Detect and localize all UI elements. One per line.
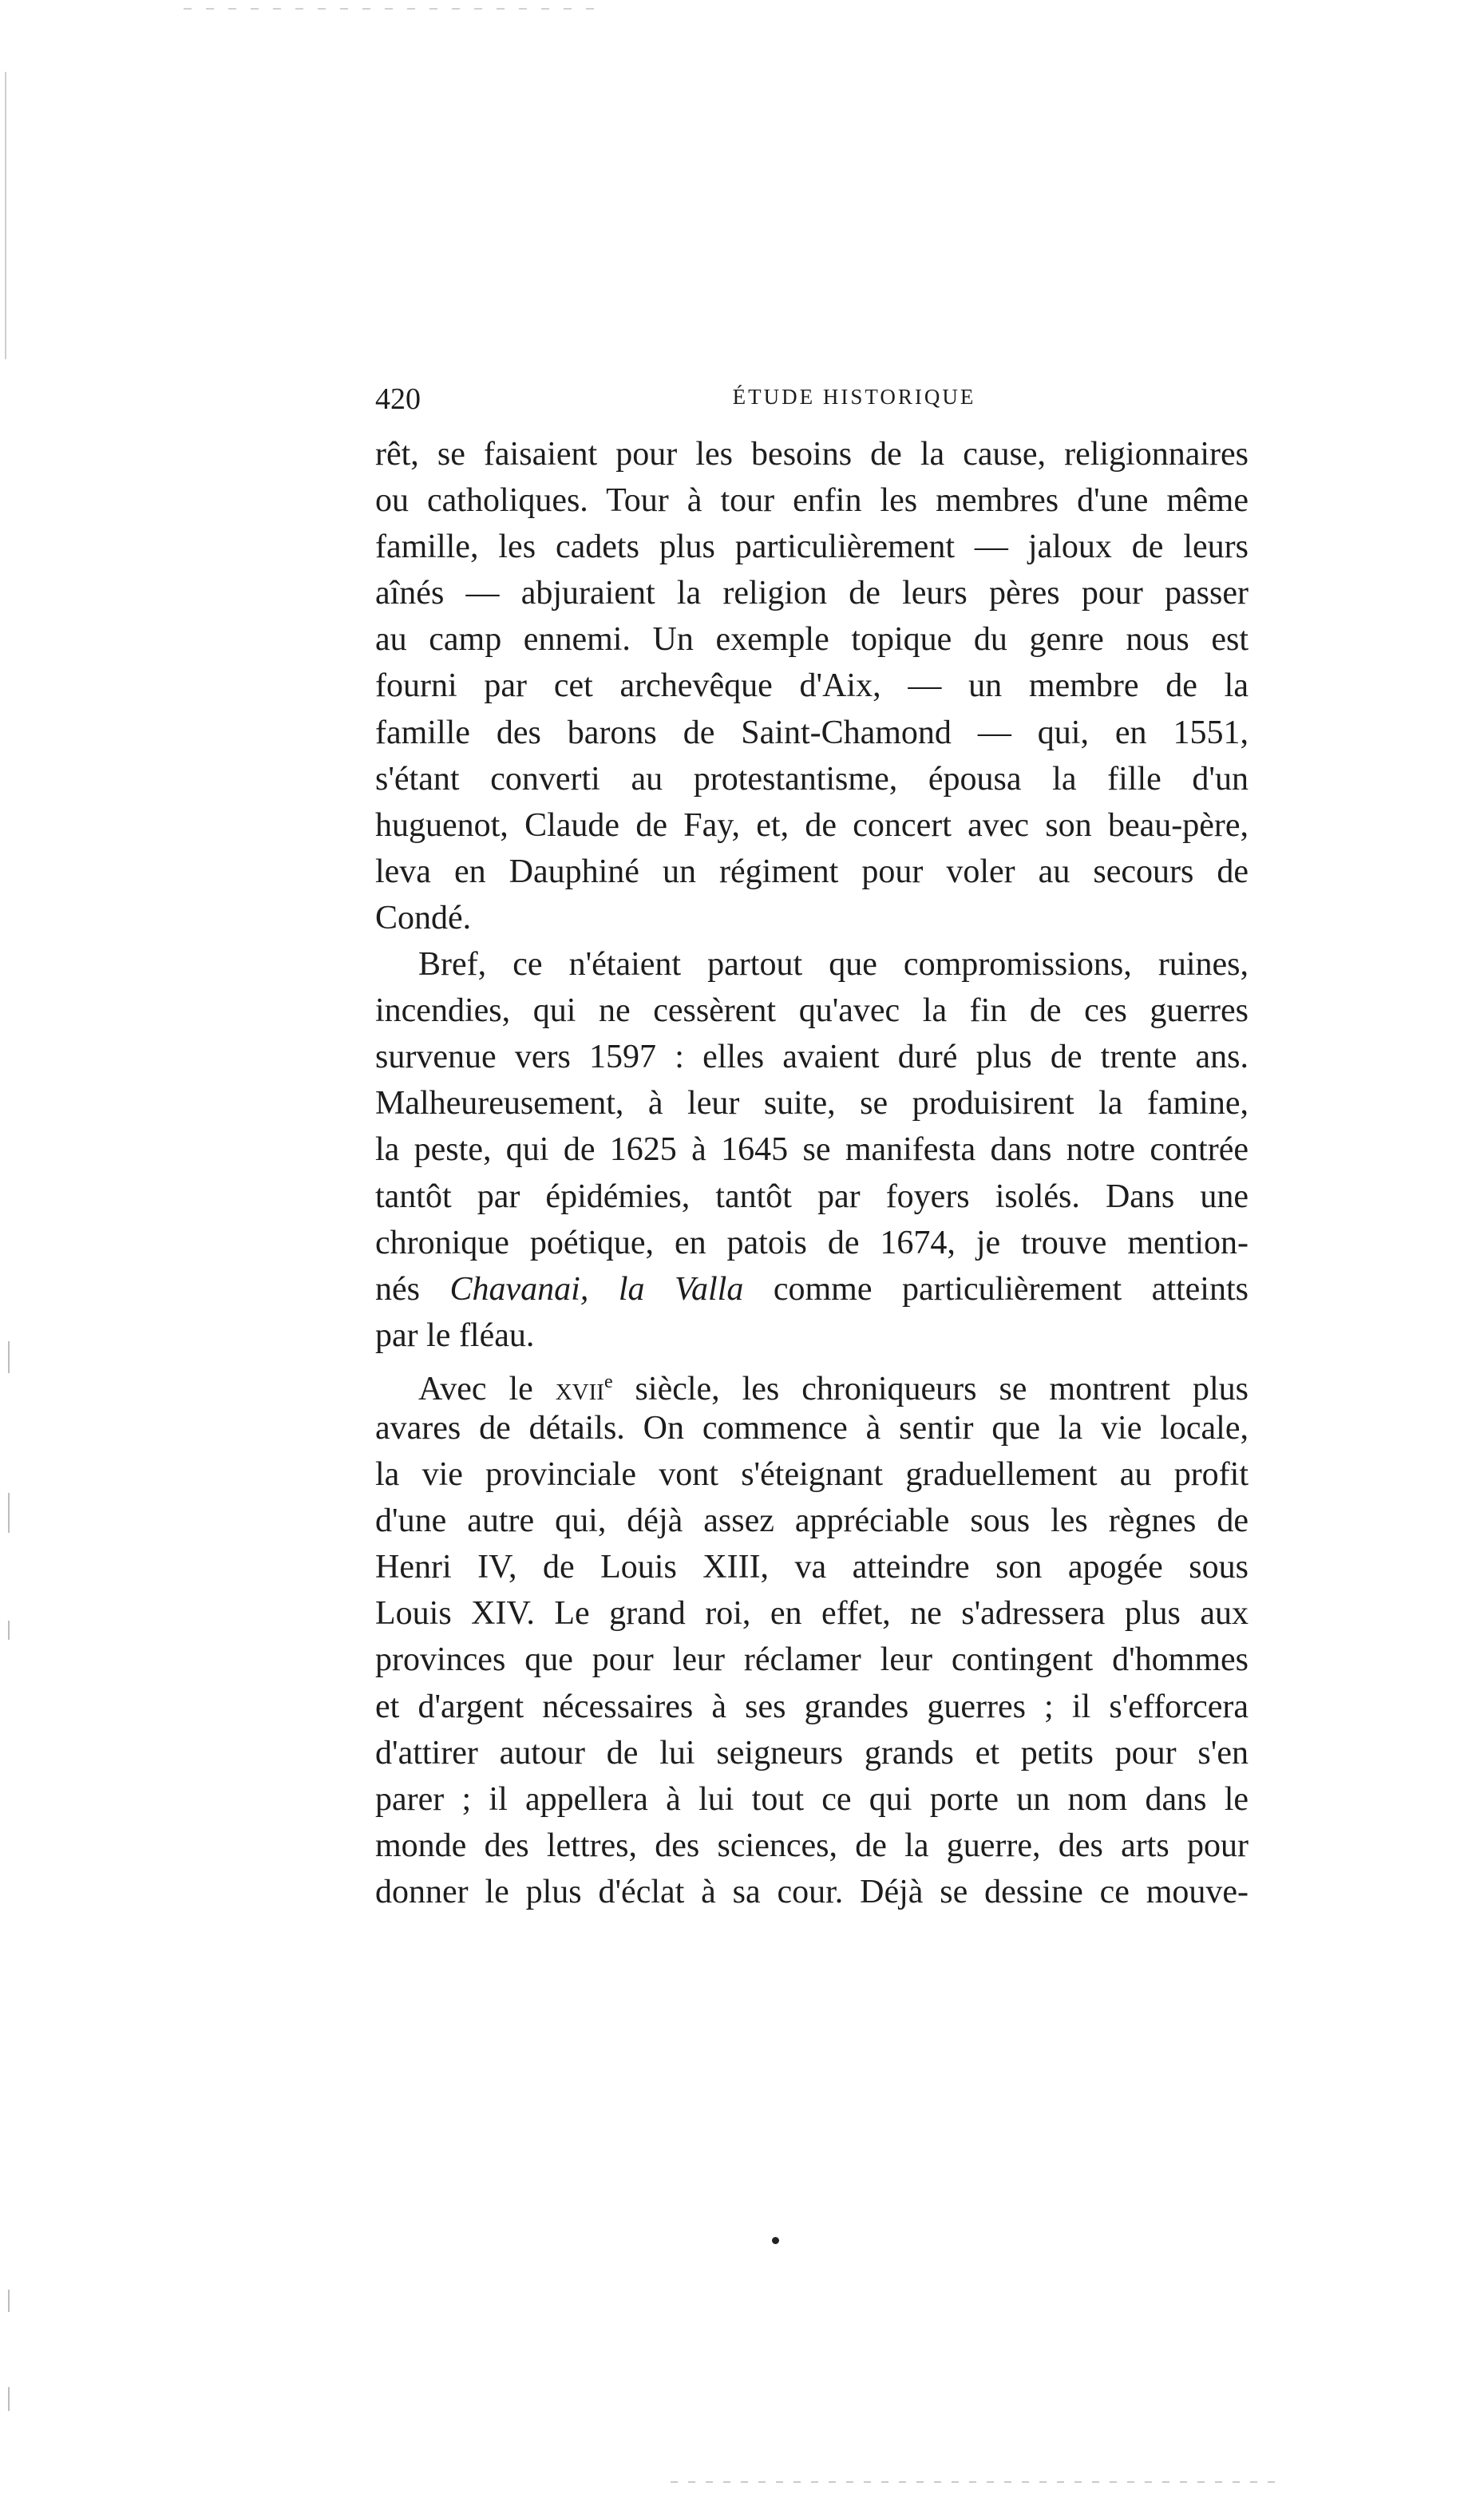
running-head (375, 382, 1249, 430)
text-line: Louis XIV. Le grand roi, en effet, ne s'adressera plus aux (375, 1595, 1249, 1633)
text-line: Bref, ce n'étaient partout que compromissions, ruines, (418, 946, 1249, 984)
text-line: Malheureusement, à leur suite, se produisirent la famine, (375, 1085, 1249, 1122)
text-line: rêt, se faisaient pour les besoins de la cause, religionnaires (375, 436, 1249, 473)
text-line: survenue vers 1597 : elles avaient duré plus de trente ans. (375, 1039, 1249, 1076)
text-line: incendies, qui ne cessèrent qu'avec la fin de ces guerres (375, 992, 1249, 1030)
text-line: s'étant converti au protestantisme, épousa la fille d'un (375, 760, 1249, 798)
text-line: tantôt par épidémies, tantôt par foyers isolés. Dans une (375, 1178, 1249, 1215)
text-run: siècle, les chroniqueurs se montrent plus (612, 1370, 1249, 1407)
text-line: ou catholiques. Tour à tour enfin les membres d'une même (375, 482, 1249, 520)
scan-artifact-mark (8, 2387, 10, 2411)
text-run: Avec le (418, 1370, 556, 1407)
text-line: par le fléau. (375, 1316, 535, 1354)
text-line: Condé. (375, 899, 472, 936)
scan-artifact-mark (8, 1621, 10, 1640)
text-line: fourni par cet archevêque d'Aix, — un membre de la (375, 667, 1249, 705)
text-line: d'une autre qui, déjà assez appréciable sous les règnes de (375, 1502, 1249, 1540)
running-title: ÉTUDE HISTORIQUE (732, 385, 976, 409)
text-line: donner le plus d'éclat à sa cour. Déjà se dessine ce mouve- (375, 1873, 1249, 1910)
text-run: nés (375, 1270, 450, 1308)
text-line: avares de détails. On commence à sentir que la vie locale, (375, 1409, 1249, 1447)
text-line: Henri IV, de Louis XIII, va atteindre son apogée sous (375, 1549, 1249, 1586)
text-line: leva en Dauphiné un régiment pour voler au secours de (375, 853, 1249, 890)
text-line: huguenot, Claude de Fay, et, de concert avec son beau-père, (375, 806, 1249, 844)
text-line: et d'argent nécessaires à ses grandes guerres ; il s'efforcera (375, 1688, 1249, 1725)
century-numeral: xvii (555, 1370, 604, 1407)
text-line: d'attirer autour de lui seigneurs grands et petits pour s'en (375, 1734, 1249, 1772)
footer-dot (772, 2237, 779, 2244)
page-number: 420 (375, 382, 421, 416)
text-line: monde des lettres, des sciences, de la guerre, des arts pour (375, 1827, 1249, 1864)
text-line: au camp ennemi. Un exemple topique du genre nous est (375, 621, 1249, 659)
text-line: famille, les cadets plus particulièrement — jaloux de leurs (375, 529, 1249, 566)
text-line: la vie provinciale vont s'éteignant graduellement au profit (375, 1456, 1249, 1494)
text-line: chronique poétique, en patois de 1674, je trouve mention- (375, 1224, 1249, 1261)
italic-place-names: Chavanai, la Valla (449, 1270, 744, 1308)
text-run: comme particulièrement atteints (743, 1270, 1249, 1308)
text-line: famille des barons de Saint-Chamond — qui, en 1551, (375, 714, 1249, 751)
text-line (375, 1266, 1249, 1312)
scan-artifact-mark (8, 1341, 10, 1373)
text-line: la peste, qui de 1625 à 1645 se manifesta dans notre contrée (375, 1131, 1249, 1169)
text-line (375, 1359, 1249, 1405)
scan-artifact-top (184, 8, 599, 10)
scan-artifact-mark (8, 2290, 10, 2312)
text-line: provinces que pour leur réclamer leur contingent d'hommes (375, 1641, 1249, 1679)
text-line: aînés — abjuraient la religion de leurs pères pour passer (375, 575, 1249, 612)
scan-artifact-bottom (671, 2481, 1277, 2483)
text-line: parer ; il appellera à lui tout ce qui porte un nom dans le (375, 1780, 1249, 1818)
scan-artifact-mark (8, 1493, 10, 1533)
scan-artifact-left-edge (5, 72, 6, 359)
century-superscript: e (603, 1371, 613, 1392)
body-text (375, 431, 1249, 1915)
